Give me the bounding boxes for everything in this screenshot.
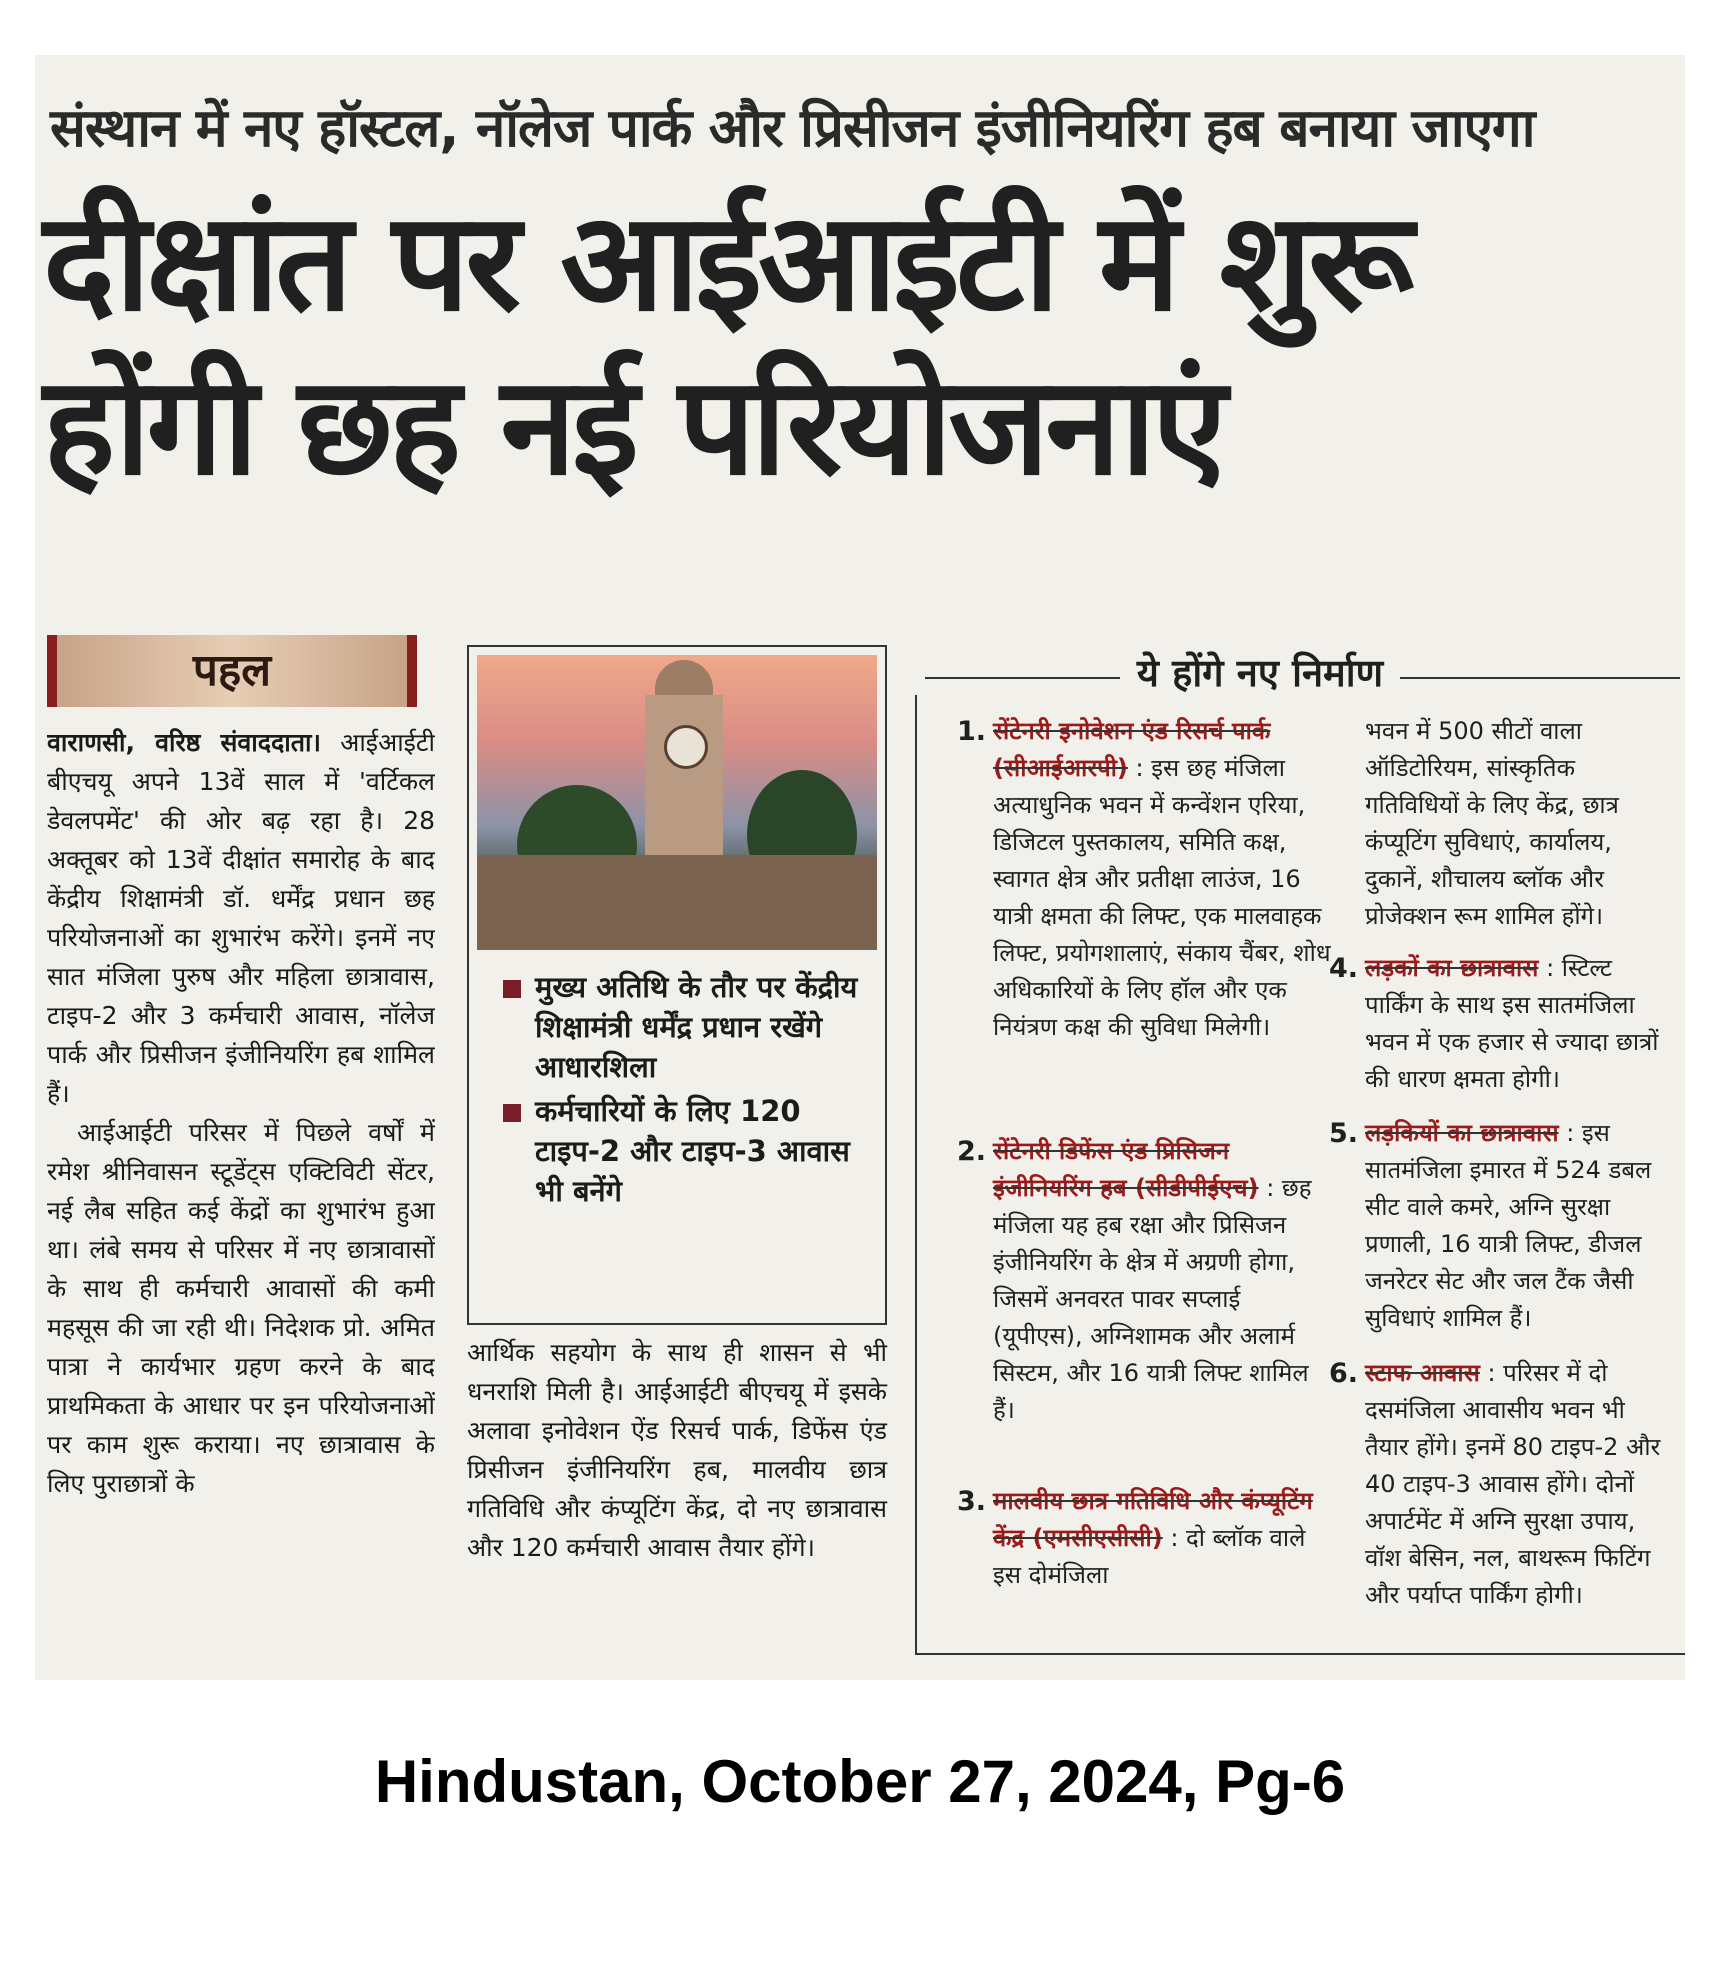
item-heading: स्टाफ आवास xyxy=(1365,1359,1480,1387)
item-text: : छह मंजिला यह हब रक्षा और प्रिसिजन इंजीनियरिंग के क्षेत्र में अग्रणी होगा, जिसमें अनवरत पावर सप्लाई (यूपीएस), अग्निशामक और अलार्म सिस्टम, और 16 यात्री लिफ्ट शामिल हैं। xyxy=(993,1174,1312,1424)
highlight-bullet xyxy=(499,967,869,1087)
item-text: : परिसर में दो दसमंजिला आवासीय भवन भी तैयार होंगे। इनमें 80 टाइप-2 और 40 टाइप-3 आवास होंगे। दोनों अपार्टमेंट में अग्नि सुरक्षा उपाय, वॉश बेसिन, नल, बाथरूम फिटिंग और पर्याप्त पार्किंग होगी। xyxy=(1365,1359,1661,1609)
list-item xyxy=(1329,1115,1665,1337)
item-text: : स्टिल्ट पार्किंग के साथ इस सातमंजिला भवन में एक हजार से ज्यादा छात्रों की धारण क्षमता होगी। xyxy=(1365,954,1659,1093)
article-column-1 xyxy=(47,723,435,1663)
dateline: वाराणसी, वरिष्ठ संवाददाता। xyxy=(47,728,321,757)
article-para-2: आईआईटी परिसर में पिछले वर्षों में रमेश श्रीनिवासन स्टूडेंट्स एक्टिविटी सेंटर, नई लैब सहित कई केंद्रों का शुभारंभ हुआ था। लंबे समय से परिसर में नए छात्रावासों के साथ ही कर्मचारी आवासों की कमी महसूस की जा रही थी। निदेशक प्रो. अमित पात्रा ने कार्यभार ग्रहण करने के बाद प्राथमिकता के आधार पर इन परियोजनाओं पर काम शुरू कराया। नए छात्रावास के लिए पुराछात्रों के xyxy=(47,1118,435,1498)
para-1-text: आईआईटी बीएचयू अपने 13वें साल में 'वर्टिकल डेवलपमेंट' की ओर बढ़ रहा है। 28 अक्तूबर को 13वें दीक्षांत समारोह के बाद केंद्रीय शिक्षामंत्री डॉ. धर्मेंद्र प्रधान छह परियोजनाओं का शुभारंभ करेंगे। इनमें नए सात मंजिला पुरुष और महिला छात्रावास, टाइप-2 और 3 कर्मचारी आवास, नॉलेज पार्क और प्रिसीजन इंजीनियरिंग हब शामिल हैं। xyxy=(47,728,435,1108)
bullet-text: कर्मचारियों के लिए 120 टाइप-2 और टाइप-3 आवास भी बनेंगे xyxy=(535,1094,850,1208)
section-tag: पहल xyxy=(47,635,417,707)
title-rule-left xyxy=(925,677,1120,679)
newspaper-clipping xyxy=(35,55,1685,1680)
bullet-square-icon xyxy=(503,1104,521,1122)
bullet-square-icon xyxy=(503,980,521,998)
highlight-bullets xyxy=(499,967,869,1215)
item-3-continued: भवन में 500 सीटों वाला ऑडिटोरियम, सांस्कृतिक गतिविधियों के लिए केंद्र, छात्र कंप्यूटिंग सुविधाएं, कार्यालय, दुकानें, शौचालय ब्लॉक और प्रोजेक्शन रूम शामिल होंगे। xyxy=(1365,717,1619,930)
article-para-1 xyxy=(47,723,435,1113)
clock-icon xyxy=(664,725,708,769)
item-text: : इस छह मंजिला अत्याधुनिक भवन में कन्वेंशन एरिया, डिजिटल पुस्तकालय, समिति कक्ष, स्वागत क्षेत्र और प्रतीक्षा लाउंज, 16 यात्री क्षमता की लिफ्ट, एक मालवाहक लिफ्ट, प्रयोगशालाएं, संकाय चैंबर, शोध अधिकारियों के लिए हॉल और एक नियंत्रण कक्ष की सुविधा मिलेगी। xyxy=(993,754,1331,1041)
highlight-bullet xyxy=(499,1091,869,1211)
kicker-headline: संस्थान में नए हॉस्टल, नॉलेज पार्क और प्रिसीजन इंजीनियरिंग हब बनाया जाएगा xyxy=(50,98,1535,159)
building-silhouette xyxy=(477,855,877,950)
main-headline-line-1: दीक्षांत पर आईआईटी में शुरू xyxy=(43,184,1410,342)
bullet-text: मुख्य अतिथि के तौर पर केंद्रीय शिक्षामंत्री धर्मेंद्र प्रधान रखेंगे आधारशिला xyxy=(535,970,858,1084)
item-heading: सेंटेनरी डिफेंस एंड प्रिसिजन इंजीनियरिंग हब (सीडीपीईएच) xyxy=(993,1137,1259,1202)
item-text: : इस सातमंजिला इमारत में 524 डबल सीट वाले कमरे, अग्नि सुरक्षा प्रणाली, 16 यात्री लिफ्ट, डीजल जनरेटर सेट और जल टैंक जैसी सुविधाएं शामिल हैं। xyxy=(1365,1119,1652,1332)
item-number: 6. xyxy=(1329,1358,1359,1389)
item-number: 1. xyxy=(957,716,987,747)
article-column-2: आर्थिक सहयोग के साथ ही शासन से भी धनराशि मिली है। आईआईटी बीएचयू में इसके अलावा इनोवेशन ऐंड रिसर्च पार्क, डिफेंस एंड प्रिसीजन इंजीनियरिंग हब, मालवीय छात्र गतिविधि और कंप्यूटिंग केंद्र, दो नए छात्रावास और 120 कर्मचारी आवास तैयार होंगे। xyxy=(467,1338,887,1562)
item-number: 2. xyxy=(957,1136,987,1167)
title-rule-right xyxy=(1400,677,1680,679)
clock-tower-photo xyxy=(477,655,877,950)
item-heading: सेंटेनरी इनोवेशन एंड रिसर्च पार्क (सीआईआरपी) xyxy=(993,717,1271,782)
tower-dome xyxy=(655,660,713,700)
list-item xyxy=(957,1133,1333,1429)
item-heading: मालवीय छात्र गतिविधि और कंप्यूटिंग केंद्र (एमसीएसीसी) xyxy=(993,1487,1313,1552)
item-text: : दो ब्लॉक वाले इस दोमंजिला xyxy=(993,1524,1306,1589)
source-caption: Hindustan, October 27, 2024, Pg-6 xyxy=(374,1748,1346,1815)
list-item xyxy=(1329,950,1665,1098)
list-item xyxy=(957,1483,1333,1594)
list-item xyxy=(1329,1355,1665,1614)
box-title: ये होंगे नए निर्माण xyxy=(1136,651,1384,695)
photo-box xyxy=(467,645,887,1325)
main-headline-line-2: होंगी छह नई परियोजनाएं xyxy=(43,348,1224,506)
item-number: 5. xyxy=(1329,1118,1359,1149)
item-number: 3. xyxy=(957,1486,987,1517)
item-heading: लड़कों का छात्रावास xyxy=(1365,954,1539,982)
item-number: 4. xyxy=(1329,953,1359,984)
list-item xyxy=(957,713,1333,1046)
item-heading: लड़कियों का छात्रावास xyxy=(1365,1119,1559,1147)
